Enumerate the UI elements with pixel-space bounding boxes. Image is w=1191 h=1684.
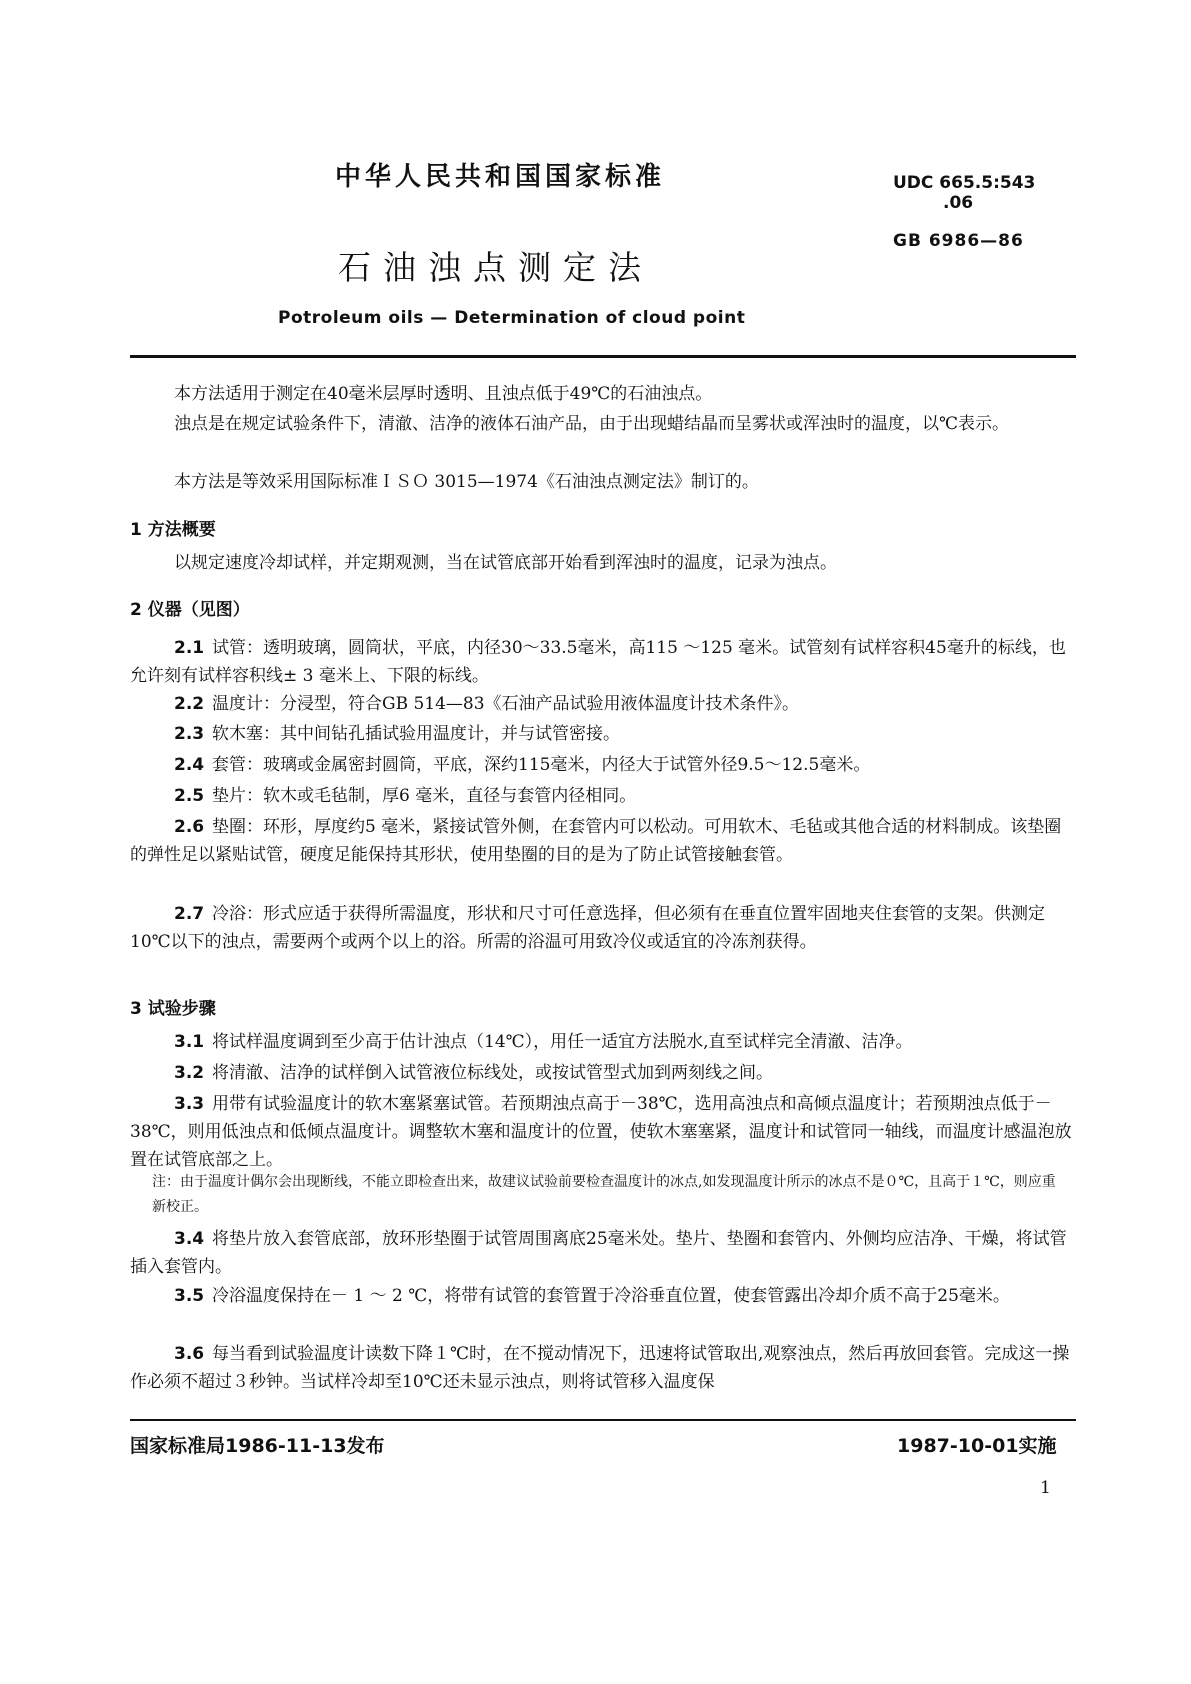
clause-number: 3.1 xyxy=(174,1032,205,1052)
clause-item xyxy=(130,690,1076,718)
clause-text: 套管：玻璃或金属密封圆筒，平底，深约115毫米，内径大于试管外径9.5～12.5毫米。 xyxy=(212,755,871,775)
english-title: Potroleum oils — Determination of cloud point xyxy=(278,308,746,328)
header-rule xyxy=(130,355,1076,358)
clause-number: 3.6 xyxy=(174,1344,205,1364)
section-paragraph: 以规定速度冷却试样，并定期观测，当在试管底部开始看到浑浊时的温度，记录为浊点。 xyxy=(174,553,837,573)
section-heading: 3 试验步骤 xyxy=(130,999,216,1019)
clause-item xyxy=(130,634,1076,690)
clause-number: 2.4 xyxy=(174,755,205,775)
clause-text: 将清澈、洁净的试样倒入试管液位标线处，或按试管型式加到两刻线之间。 xyxy=(212,1063,773,1083)
clause-text: 垫圈：环形，厚度约5 毫米，紧接试管外侧，在套管内可以松动。可用软木、毛毡或其他合适的材料制成。该垫圈的弹性足以紧贴试管，硬度足能保持其形状，使用垫圈的目的是为了防止试管接触套管。 xyxy=(130,817,1062,865)
clause-text: 每当看到试验温度计读数下降１℃时，在不搅动情况下，迅速将试管取出,观察浊点，然后再放回套管。完成这一操作必须不超过３秒钟。当试样冷却至10℃还未显示浊点，则将试管移入温度保 xyxy=(130,1344,1070,1392)
clause-item xyxy=(130,1059,1076,1087)
clause-text: 试管：透明玻璃，圆筒状，平底，内径30～33.5毫米，高115 ～125 毫米。试管刻有试样容积45毫升的标线，也允许刻有试样容积线± 3 毫米上、下限的标线。 xyxy=(130,638,1066,686)
clause-number: 2.3 xyxy=(174,724,205,744)
clause-number: 2.2 xyxy=(174,694,205,714)
clause-number: 2.7 xyxy=(174,904,205,924)
clause-item xyxy=(130,900,1076,956)
section-heading: 2 仪器（见图） xyxy=(130,600,250,620)
standard-category-title: 中华人民共和国国家标准 xyxy=(335,162,666,192)
clause-text: 垫片：软木或毛毡制，厚6 毫米，直径与套管内径相同。 xyxy=(212,786,637,806)
udc-code-suffix: .06 xyxy=(943,193,974,213)
intro-paragraph: 本方法适用于测定在40毫米层厚时透明、且浊点低于49℃的石油浊点。 xyxy=(174,384,713,404)
intro-paragraph: 本方法是等效采用国际标准ＩＳＯ 3015—1974《石油浊点测定法》制订的。 xyxy=(174,472,759,492)
clause-item xyxy=(130,1028,1076,1056)
clause-item xyxy=(130,1282,1076,1310)
clause-number: 3.5 xyxy=(174,1286,205,1306)
issue-date: 国家标准局1986-11-13发布 xyxy=(130,1435,385,1457)
footer-rule xyxy=(130,1419,1076,1421)
udc-code: UDC 665.5:543 xyxy=(893,173,1036,193)
clause-item xyxy=(130,1225,1076,1281)
page-number: 1 xyxy=(1040,1478,1051,1498)
clause-number: 2.6 xyxy=(174,817,205,837)
note: 注：由于温度计偶尔会出现断线，不能立即检查出来，故建议试验前要检查温度计的冰点,如发现温度计所示的冰点不是０℃，且高于１℃，则应重新校正。 xyxy=(152,1174,1056,1215)
document-title: 石油浊点测定法 xyxy=(338,248,653,287)
clause-number: 2.5 xyxy=(174,786,205,806)
clause-number: 2.1 xyxy=(174,638,205,658)
clause-text: 冷浴温度保持在－ 1 ～ 2 ℃，将带有试管的套管置于冷浴垂直位置，使套管露出冷却介质不高于25毫米。 xyxy=(212,1286,1010,1306)
clause-text: 冷浴：形式应适于获得所需温度，形状和尺寸可任意选择，但必须有在垂直位置牢固地夹住套管的支架。供测定10℃以下的浊点，需要两个或两个以上的浴。所需的浴温可用致冷仪或适宜的冷冻剂获得。 xyxy=(130,904,1045,952)
clause-text: 将试样温度调到至少高于估计浊点（14℃），用任一适宜方法脱水,直至试样完全清澈、洁净。 xyxy=(212,1032,913,1052)
clause-item xyxy=(130,1340,1076,1396)
clause-text: 温度计：分浸型，符合GB 514—83《石油产品试验用液体温度计技术条件》。 xyxy=(212,694,800,714)
clause-number: 3.3 xyxy=(174,1094,205,1114)
clause-number: 3.2 xyxy=(174,1063,205,1083)
clause-number: 3.4 xyxy=(174,1229,205,1249)
clause-item xyxy=(130,1090,1076,1174)
clause-text: 用带有试验温度计的软木塞紧塞试管。若预期浊点高于－38℃，选用高浊点和高倾点温度计；若预期浊点低于－38℃，则用低浊点和低倾点温度计。调整软木塞和温度计的位置，使软木塞塞紧，温度计和试管同一轴线，而温度计感温泡放置在试管底部之上。 xyxy=(130,1094,1072,1170)
intro-paragraph: 浊点是在规定试验条件下，清澈、洁净的液体石油产品，由于出现蜡结晶而呈雾状或浑浊时的温度，以℃表示。 xyxy=(174,414,1010,434)
clause-item xyxy=(130,813,1076,869)
clause-text: 将垫片放入套管底部，放环形垫圈于试管周围离底25毫米处。垫片、垫圈和套管内、外侧均应洁净、干燥，将试管插入套管内。 xyxy=(130,1229,1067,1277)
clause-item xyxy=(130,782,1076,810)
section-heading: 1 方法概要 xyxy=(130,520,216,540)
clause-text: 软木塞：其中间钻孔插试验用温度计，并与试管密接。 xyxy=(212,724,620,744)
clause-item xyxy=(130,720,1076,748)
clause-item xyxy=(130,751,1076,779)
effective-date: 1987-10-01实施 xyxy=(897,1435,1057,1457)
gb-code: GB 6986—86 xyxy=(893,231,1024,251)
